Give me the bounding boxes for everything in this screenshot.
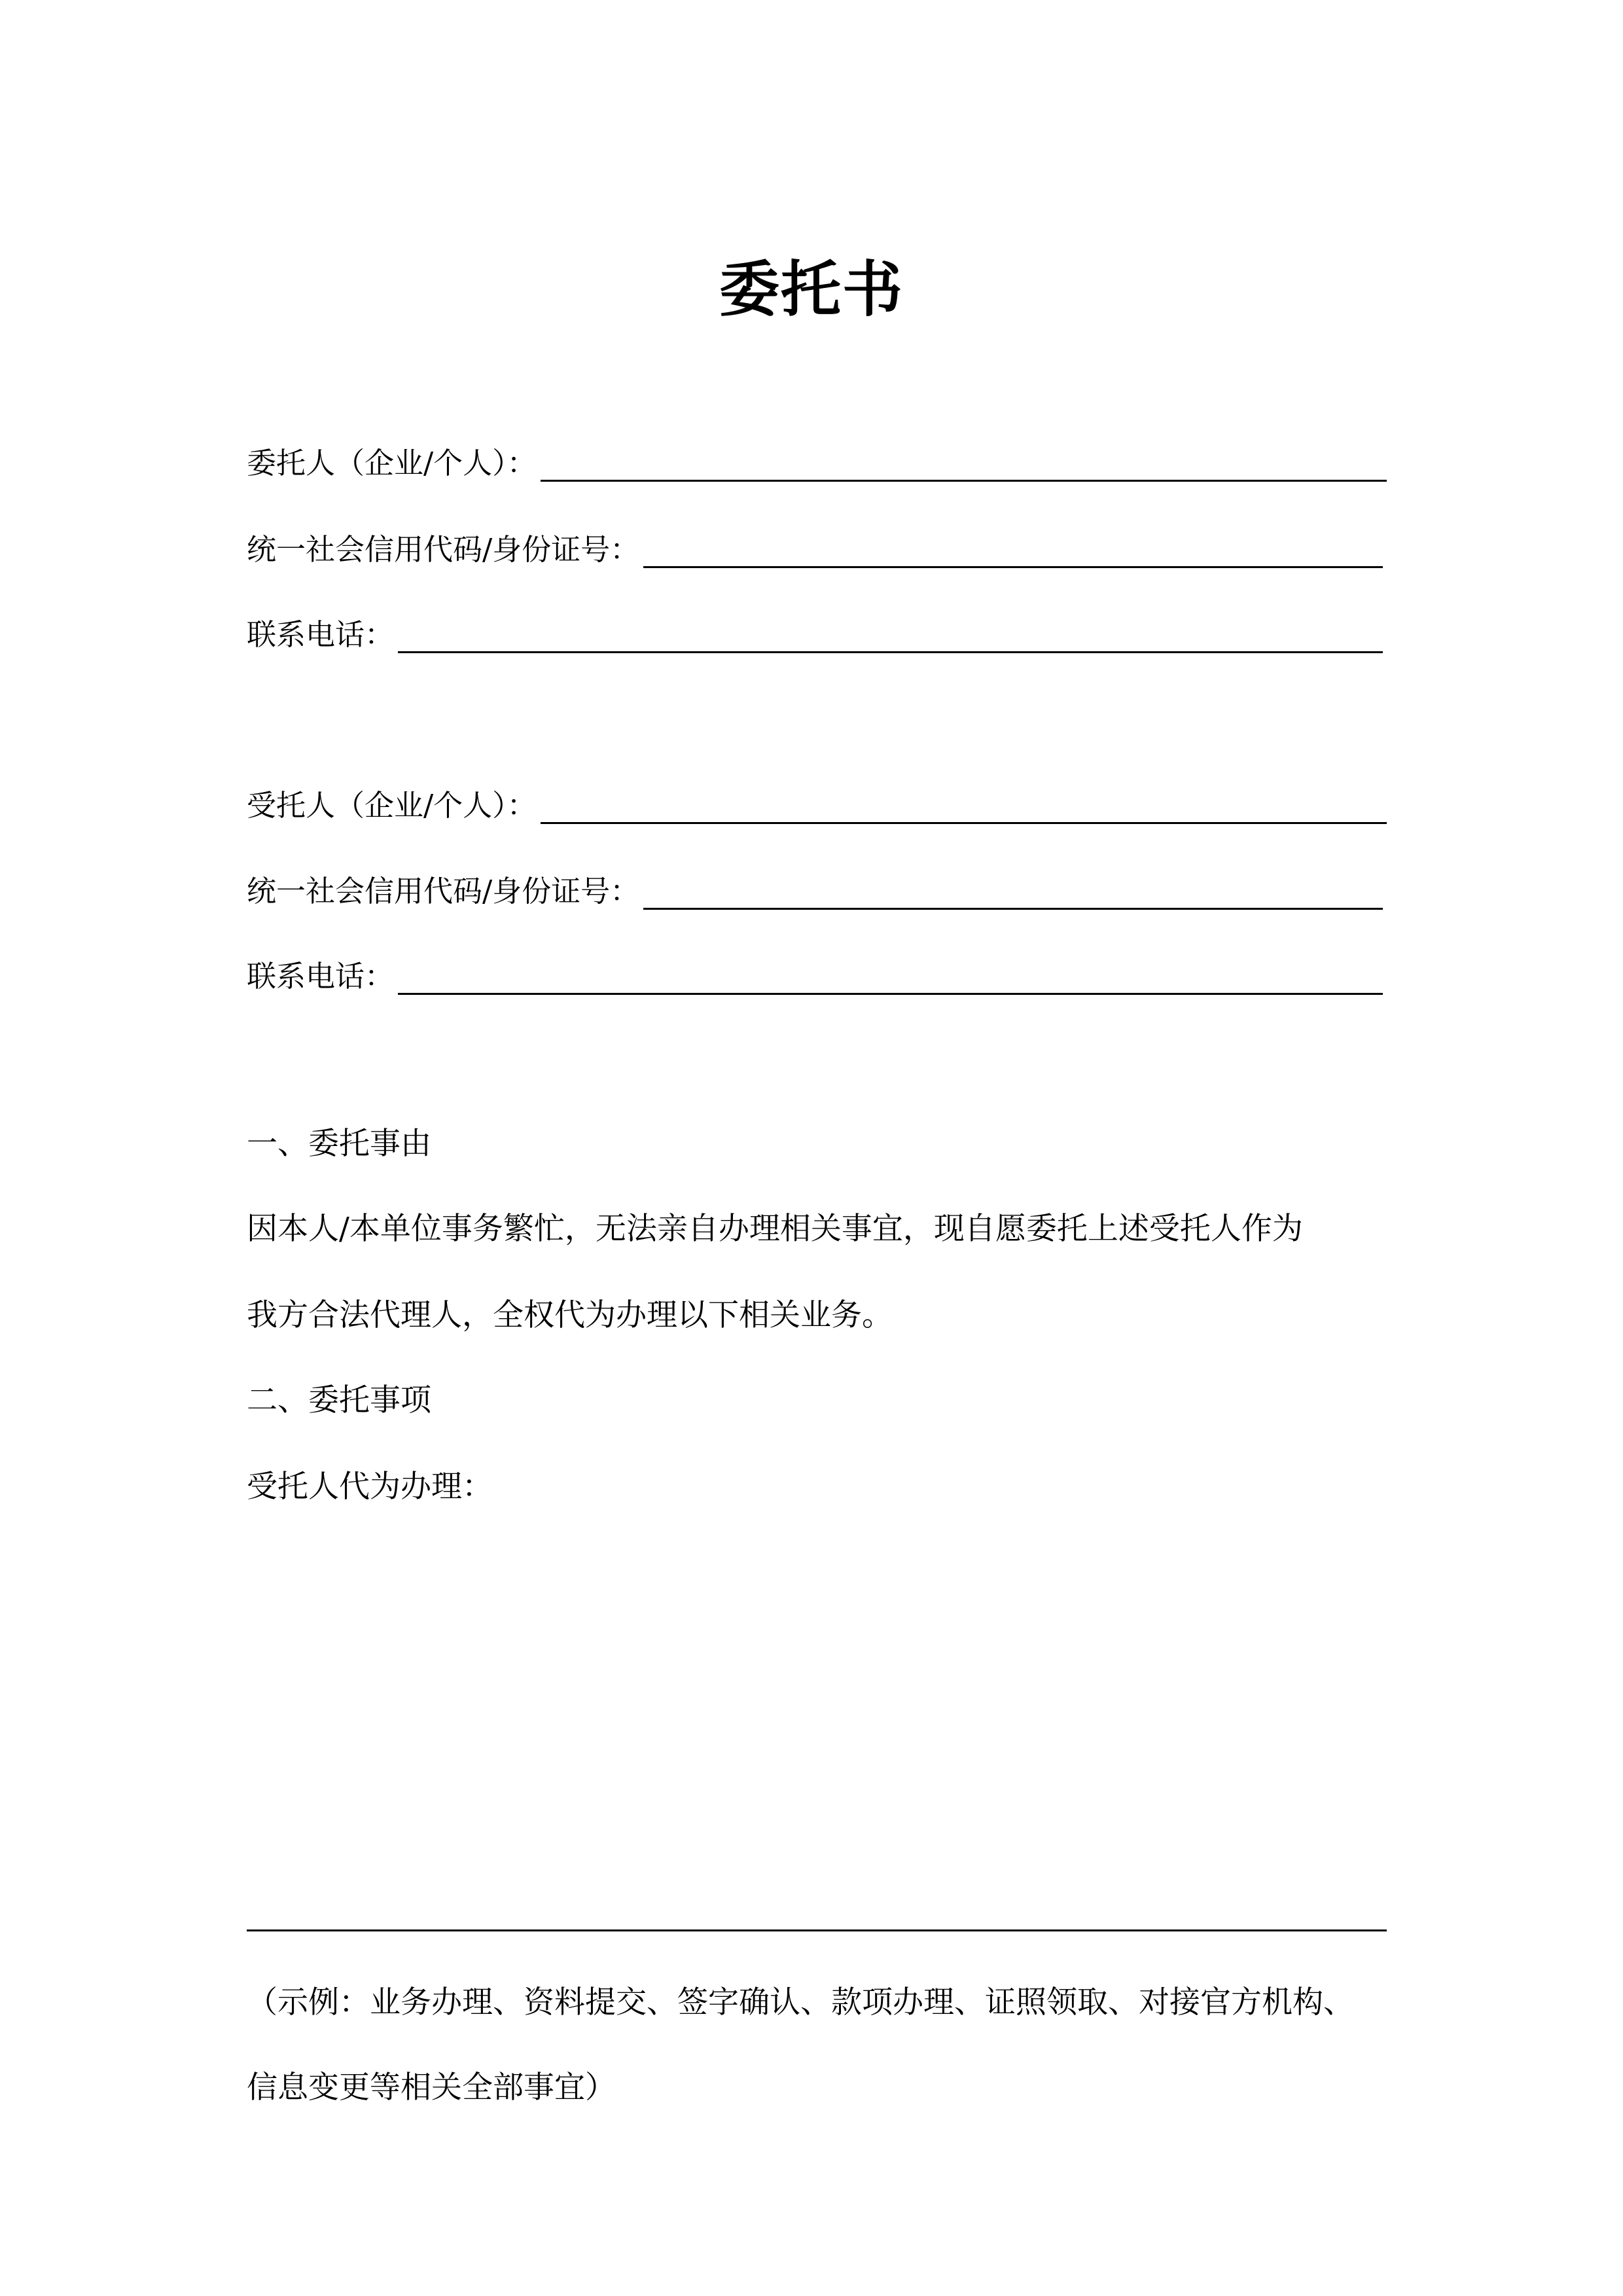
agent-credit-code-field[interactable] — [643, 901, 1383, 910]
principal-name-label: 委托人（企业/个人）： — [247, 446, 537, 480]
principal-phone-row — [247, 603, 1383, 656]
principal-phone-field[interactable] — [398, 645, 1383, 653]
section2-heading: 二、委托事项 — [247, 1382, 431, 1418]
agent-phone-field[interactable] — [398, 986, 1383, 995]
agent-credit-code-row — [247, 860, 1383, 912]
principal-name-field[interactable] — [541, 473, 1387, 482]
agent-name-field[interactable] — [541, 816, 1387, 824]
document-title: 委托书 — [719, 255, 904, 325]
section1-paragraph-line2: 我方合法代理人，全权代为办理以下相关业务。 — [247, 1297, 893, 1333]
section1-paragraph-line1: 因本人/本单位事务繁忙，无法亲自办理相关事宜，现自愿委托上述受托人作为 — [247, 1211, 1303, 1247]
principal-credit-code-label: 统一社会信用代码/身份证号： — [247, 532, 640, 567]
agent-phone-row — [247, 945, 1383, 997]
section2-intro: 受托人代为办理： — [247, 1469, 493, 1505]
agent-name-label: 受托人（企业/个人）： — [247, 788, 537, 823]
agent-phone-label: 联系电话： — [247, 959, 395, 994]
section1-heading: 一、委托事由 — [247, 1126, 431, 1162]
principal-name-row — [247, 432, 1387, 484]
agent-credit-code-label: 统一社会信用代码/身份证号： — [247, 874, 640, 908]
principal-credit-code-row — [247, 518, 1383, 571]
principal-phone-label: 联系电话： — [247, 617, 395, 652]
section2-example-line2: 信息变更等相关全部事宜） — [247, 2070, 616, 2106]
matters-fill-in-line[interactable] — [247, 1929, 1387, 1931]
section2-example-line1: （示例：业务办理、资料提交、签字确认、款项办理、证照领取、对接官方机构、 — [247, 1984, 1354, 2020]
agent-name-row — [247, 774, 1387, 827]
principal-credit-code-field[interactable] — [643, 560, 1383, 568]
